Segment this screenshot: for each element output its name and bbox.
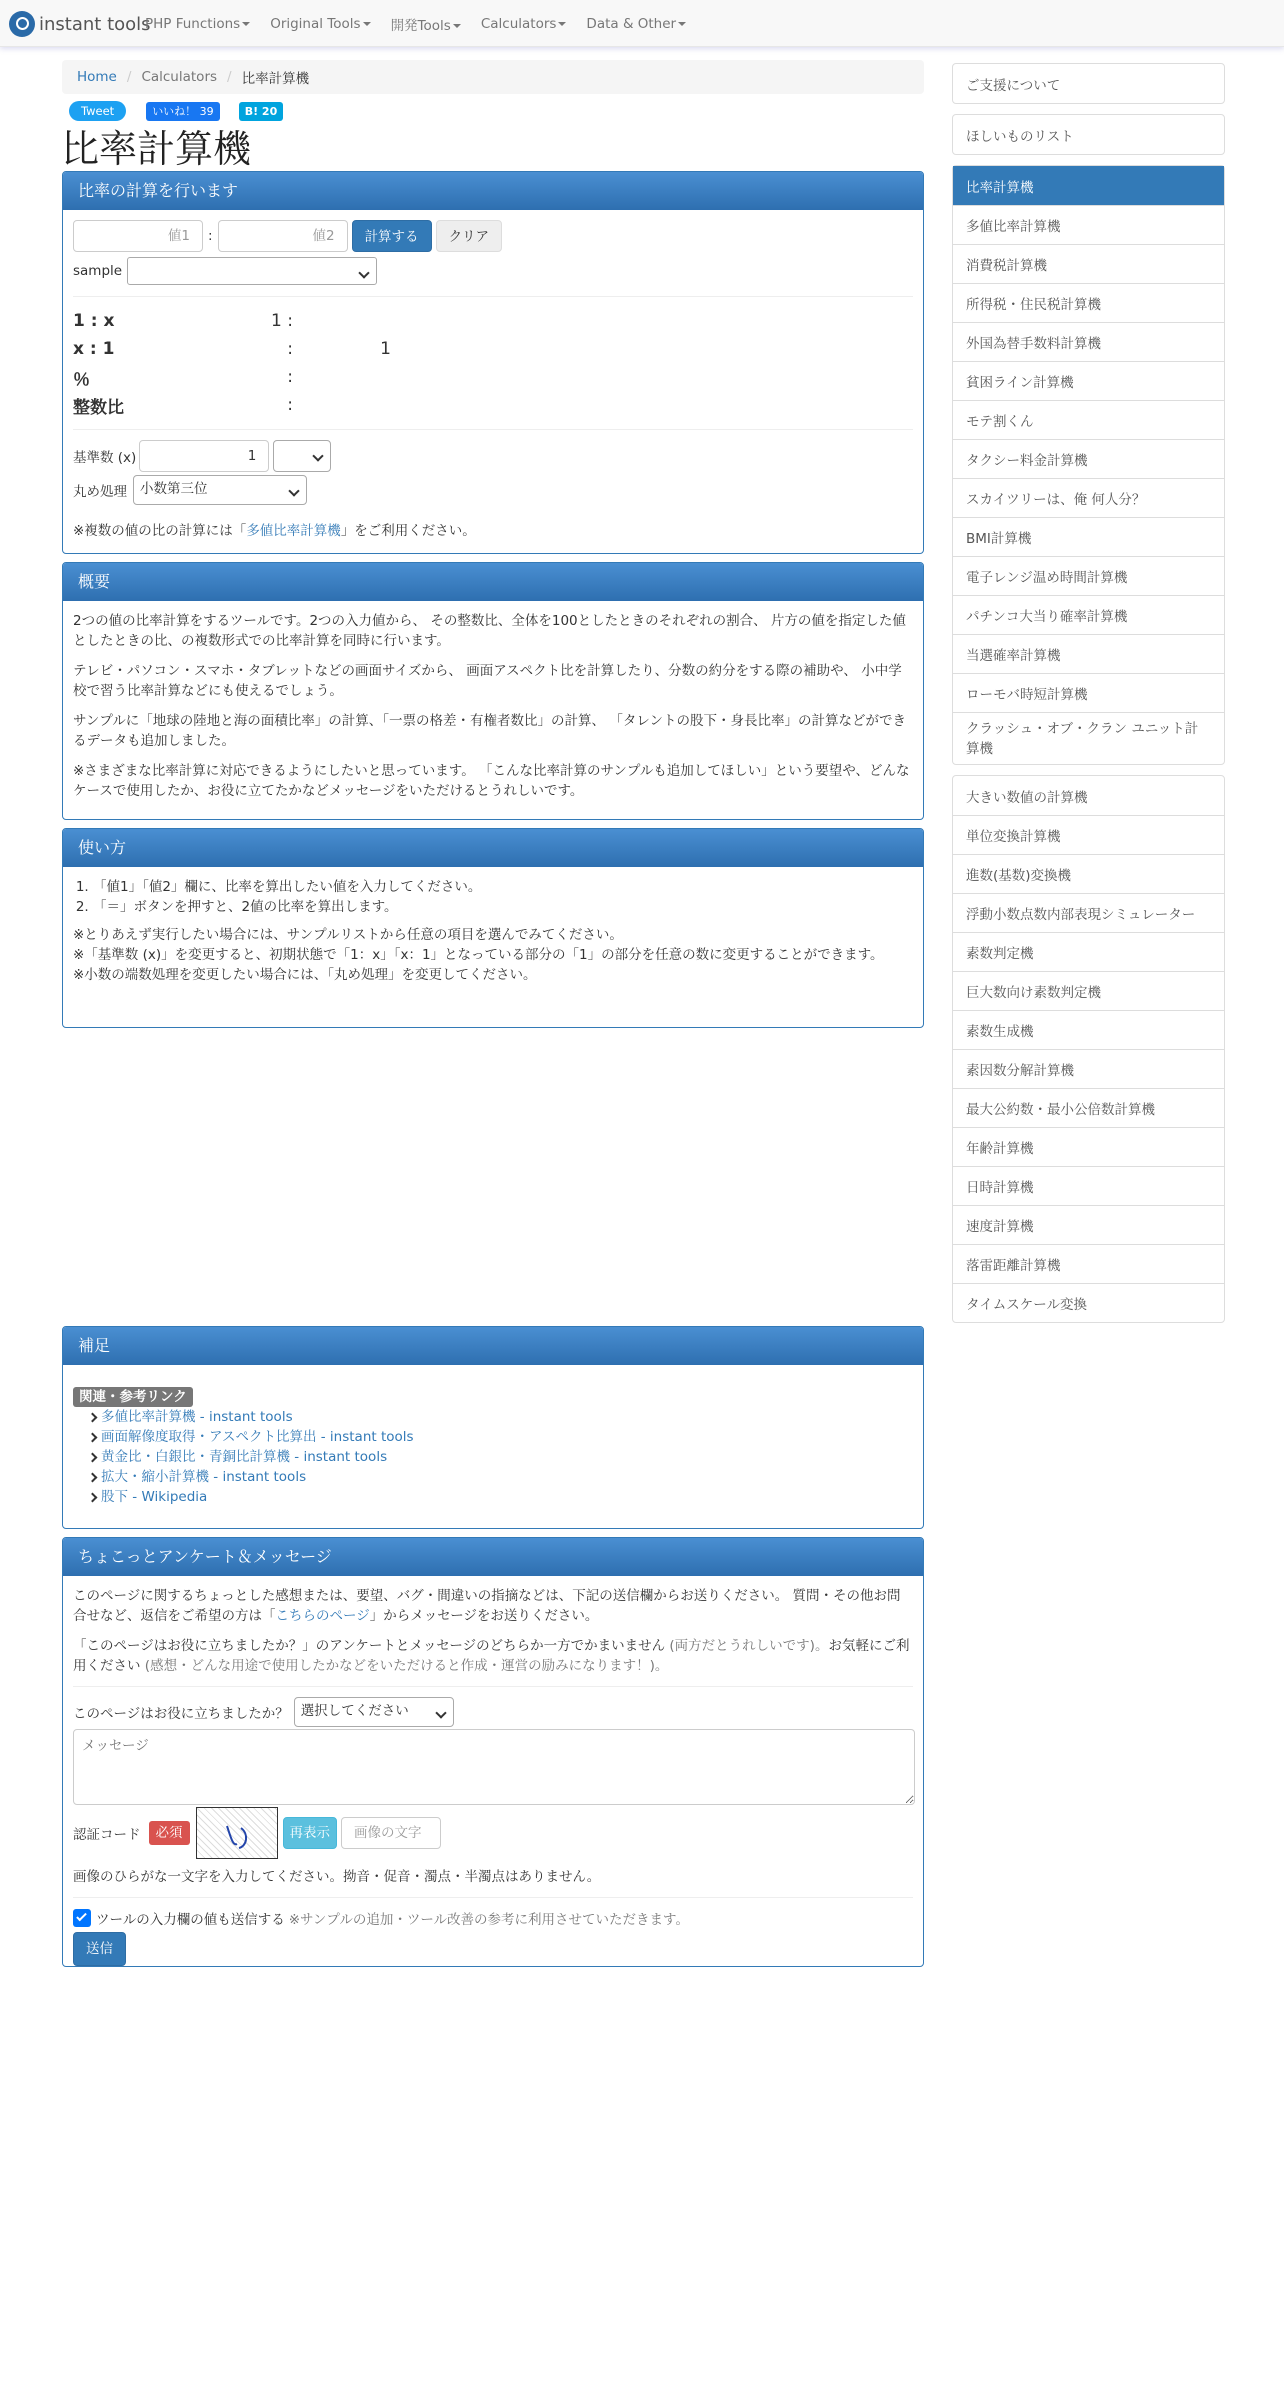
overview-paragraph: ※さまざまな比率計算に対応できるようにしたいと思っています。 「こんな比率計算のサンプルも追加してほしい」という要望や、どんなケースで使用したか、お役に立てたかなどメッセージをいただけるとうれしいです。 [73, 763, 910, 799]
sidebar-group-calculators [952, 165, 1225, 765]
sidebar-item[interactable]: 素因数分解計算機 [953, 1049, 1224, 1088]
sidebar-item[interactable]: 当選確率計算機 [953, 634, 1224, 673]
sidebar-group-support [952, 63, 1225, 104]
survey-header: ちょこっとアンケート＆メッセージ [63, 1538, 923, 1576]
overview-paragraph: テレビ・パソコン・スマホ・タブレットなどの画面サイズから、 画面アスペクト比を計算したり、分数の約分をする際の補助や、 小中学校で習う比率計算などにも使えるでしょう。 [73, 663, 902, 699]
captcha-reload-button[interactable]: 再表示 [283, 1817, 338, 1849]
calculate-button[interactable]: 計算する [352, 220, 432, 252]
sidebar-item[interactable]: 素数判定機 [953, 932, 1224, 971]
submit-button[interactable]: 送信 [73, 1932, 126, 1966]
message-textarea[interactable] [73, 1729, 915, 1805]
send-tool-label: ツールの入力欄の値も送信する [96, 1912, 285, 1928]
hatena-bookmark-button[interactable]: B! 20 [239, 102, 284, 121]
sidebar-item[interactable]: ほしいものリスト [966, 128, 1074, 145]
list-item [73, 1427, 913, 1447]
survey-panel [62, 1537, 924, 1967]
result-row: 1 : x 1 : [73, 311, 293, 331]
related-link[interactable]: 画面解像度取得・アスペクト比算出 - instant tools [101, 1429, 414, 1445]
page-title: 比率計算機 [61, 127, 252, 171]
sidebar-item[interactable]: クラッシュ・オブ・クラン ユニット計算機 [953, 712, 1224, 764]
contact-page-link[interactable]: こちらのページ [275, 1608, 370, 1624]
sidebar-item[interactable]: 単位変換計算機 [953, 815, 1224, 854]
sidebar-item[interactable]: 多値比率計算機 [953, 205, 1224, 244]
sidebar-item[interactable]: BMI計算機 [953, 517, 1224, 556]
value1-input[interactable]: 値1 [73, 220, 203, 252]
nav-original-tools[interactable]: Original Tools [270, 16, 370, 32]
ad-space [62, 1036, 924, 1326]
survey-note: 「このページはお役に立ちましたか？」のアンケートとメッセージのどちらか一方でかまいません (両方だとうれしいです)。お気軽にご利用ください (感想・どんな用途で使用したかなどをいただけると作成・運営の励みになります！)。 [73, 1638, 910, 1674]
send-tool-note: ※サンプルの追加・ツール改善の参考に利用させていただきます。 [288, 1912, 689, 1928]
sidebar-item[interactable]: 最大公約数・最小公倍数計算機 [953, 1088, 1224, 1127]
overview-panel [62, 562, 924, 820]
breadcrumb: Home / Calculators / 比率計算機 [62, 60, 924, 94]
helpful-question: このページはお役に立ちましたか？ [73, 1706, 289, 1722]
overview-header: 概要 [63, 563, 923, 601]
usage-header: 使い方 [63, 829, 923, 867]
usage-note: ※「基準数 (x)」を変更すると、初期状態で「1：x」「x：1」となっている部分の「1」の部分を任意の数に変更することができます。 [73, 947, 884, 963]
list-item [73, 1487, 913, 1507]
sidebar-item[interactable]: モテ割くん [953, 400, 1224, 439]
sidebar-item[interactable]: 浮動小数点数内部表現シミュレーター [953, 893, 1224, 932]
list-item: 2. 「＝」ボタンを押すと、2値の比率を算出します。 [93, 897, 913, 917]
brand-link[interactable] [9, 11, 151, 37]
value2-input[interactable]: 値2 [218, 220, 348, 252]
sidebar-item[interactable]: 大きい数値の計算機 [966, 789, 1088, 806]
usage-note: ※小数の端数処理を変更したい場合には、「丸め処理」を変更してください。 [73, 967, 537, 983]
sidebar-item[interactable]: 素数生成機 [953, 1010, 1224, 1049]
supplement-panel [62, 1326, 924, 1529]
clear-button[interactable]: クリア [436, 220, 503, 252]
sidebar-group-wishlist [952, 114, 1225, 155]
sidebar-item[interactable]: タクシー料金計算機 [953, 439, 1224, 478]
caret-down-icon [678, 22, 686, 26]
nav-calculators[interactable]: Calculators [481, 16, 567, 32]
survey-intro: このページに関するちょっとした感想または、要望、バグ・間違いの指摘などは、下記の送信欄からお送りください。 質問・その他お問合せなど、返信をご希望の方は「こちらのページ」からメッセージをお送りください。 [73, 1588, 901, 1624]
breadcrumb-current: 比率計算機 [241, 71, 310, 87]
sidebar-item[interactable]: パチンコ大当り確率計算機 [953, 595, 1224, 634]
breadcrumb-home[interactable]: Home [77, 69, 117, 85]
supplement-header: 補足 [63, 1327, 923, 1365]
overview-paragraph: サンプルに「地球の陸地と海の面積比率」の計算、「一票の格差・有権者数比」の計算、 「タレントの股下・身長比率」の計算などができるデータも追加しました。 [73, 713, 906, 749]
sidebar-item[interactable]: ご支援について [966, 77, 1061, 94]
tweet-button[interactable]: Tweet [69, 101, 126, 121]
sidebar-item[interactable]: 消費税計算機 [953, 244, 1224, 283]
caret-down-icon [558, 22, 566, 26]
sidebar-item[interactable]: 落雷距離計算機 [953, 1244, 1224, 1283]
usage-note: ※とりあえず実行したい場合には、サンプルリストから任意の項目を選んでみてください。 [73, 927, 623, 943]
sidebar-item[interactable]: 年齢計算機 [953, 1127, 1224, 1166]
sidebar-group-math [952, 775, 1225, 1323]
send-tool-checkbox[interactable] [73, 1909, 91, 1927]
sidebar-item[interactable]: 速度計算機 [953, 1205, 1224, 1244]
round-label: 丸め処理 [73, 484, 127, 500]
related-links [73, 1407, 913, 1507]
helpful-select[interactable]: 選択してください [294, 1697, 454, 1727]
caret-down-icon [242, 22, 250, 26]
sidebar-item[interactable]: 貧困ライン計算機 [953, 361, 1224, 400]
base-unit-select[interactable] [273, 440, 331, 472]
sample-label: sample [73, 263, 123, 279]
round-select[interactable]: 小数第三位 [133, 475, 307, 505]
navbar [0, 0, 1284, 47]
sidebar-item[interactable]: 比率計算機 [953, 166, 1224, 205]
nav-menu [145, 0, 706, 47]
caret-down-icon [363, 22, 371, 26]
nav-data-other[interactable]: Data & Other [586, 16, 686, 32]
list-item [73, 1407, 913, 1427]
result-row: ％ : [73, 367, 293, 390]
required-badge: 必須 [149, 1821, 190, 1845]
related-link[interactable]: 拡大・縮小計算機 - instant tools [101, 1469, 307, 1485]
related-links-tag: 関連・参考リンク [73, 1387, 193, 1407]
calc-panel: 比率の計算を行います 値1 : 値2 計算する クリア sample 1 : x 1 : x : 1 : 1 ％ : 整数比 : 基準数 (x) 1 丸め処理 小数第三位 ※複数の値の比の計算には「多値比率計算機」をご利用ください。 [62, 171, 924, 554]
related-link[interactable]: 股下 - Wikipedia [101, 1489, 208, 1505]
sidebar-item[interactable]: 外国為替手数料計算機 [953, 322, 1224, 361]
sidebar [952, 63, 1225, 1333]
caret-down-icon [453, 24, 461, 28]
list-item [73, 1467, 913, 1487]
captcha-label: 認証コード [73, 1827, 141, 1843]
brand-text: instant tools [39, 13, 151, 35]
overview-paragraph: 2つの値の比率計算をするツールです。2つの入力値から、 その整数比、全体を100としたときのそれぞれの割合、 片方の値を指定した値としたときの比、の複数形式での比率計算を同時に行います。 [73, 613, 906, 649]
related-link[interactable]: 多値比率計算機 - instant tools [101, 1409, 293, 1425]
sidebar-item[interactable]: 所得税・住民税計算機 [953, 283, 1224, 322]
base-label: 基準数 (x) [73, 450, 137, 466]
sidebar-item[interactable]: 電子レンジ温め時間計算機 [953, 556, 1224, 595]
sidebar-item[interactable]: 巨大数向け素数判定機 [953, 971, 1224, 1010]
base-input[interactable]: 1 [139, 440, 269, 472]
sample-select[interactable] [127, 257, 377, 285]
facebook-like-button[interactable]: いいね！ 39 [146, 102, 220, 121]
calc-panel-header: 比率の計算を行います [63, 172, 923, 210]
list-item [73, 1447, 913, 1467]
multi-ratio-note: ※複数の値の比の計算には「多値比率計算機」をご利用ください。 [73, 523, 476, 539]
multi-ratio-link[interactable]: 多値比率計算機 [246, 523, 341, 539]
logo-icon [9, 11, 35, 37]
captcha-input[interactable]: 画像の文字 [341, 1817, 441, 1849]
nav-dev-tools[interactable]: 開発Tools [391, 14, 461, 34]
captcha-hint: 画像のひらがな一文字を入力してください。拗音・促音・濁点・半濁点はありません。 [73, 1869, 601, 1885]
breadcrumb-calculators[interactable]: Calculators [141, 69, 218, 85]
sidebar-item[interactable]: スカイツリーは、俺 何人分？ [953, 478, 1224, 517]
main-content [62, 60, 924, 1975]
sidebar-item[interactable]: タイムスケール変換 [953, 1283, 1224, 1322]
usage-steps [93, 877, 913, 917]
related-link[interactable]: 黄金比・白銀比・青銅比計算機 - instant tools [101, 1449, 388, 1465]
result-row: x : 1 : 1 [73, 339, 391, 359]
social-buttons [62, 101, 924, 121]
sidebar-item[interactable]: 進数(基数)変換機 [953, 854, 1224, 893]
result-row: 整数比 : [73, 395, 293, 418]
nav-php-functions[interactable]: PHP Functions [145, 16, 250, 32]
sidebar-item[interactable]: 日時計算機 [953, 1166, 1224, 1205]
captcha-image [196, 1807, 278, 1859]
list-item: 1. 「値1」「値2」欄に、比率を算出したい値を入力してください。 [93, 877, 913, 897]
usage-panel [62, 828, 924, 1028]
sidebar-item[interactable]: ローモバ時短計算機 [953, 673, 1224, 712]
